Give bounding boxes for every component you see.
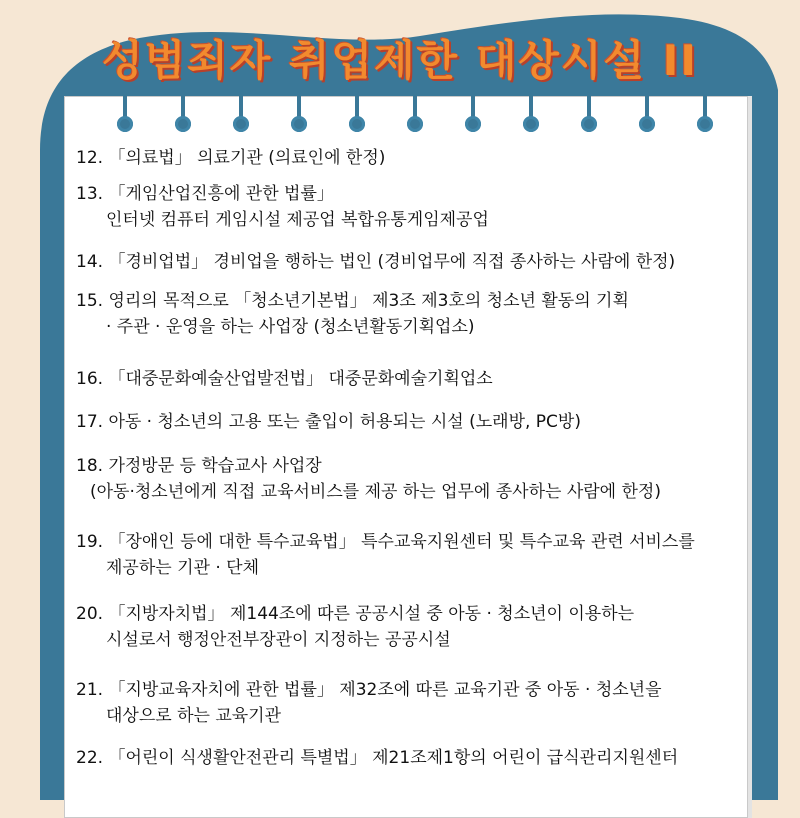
- list-item: [76, 145, 736, 171]
- list-item: [76, 181, 736, 233]
- list-item: [76, 745, 736, 771]
- binder-ring: [349, 96, 365, 136]
- page-title: 성범죄자 취업제한 대상시설 II: [102, 36, 698, 85]
- item-text: 15. 영리의 목적으로 「청소년기본법」 제3조 제3호의 청소년 활동의 기획: [76, 291, 629, 311]
- item-text-continued: 시설로서 행정안전부장관이 지정하는 공공시설: [106, 630, 451, 650]
- item-text-continued: 대상으로 하는 교육기관: [106, 706, 282, 726]
- list-item: [76, 366, 736, 392]
- binder-ring: [117, 96, 133, 136]
- list-item: [76, 409, 736, 435]
- list-item: [76, 677, 736, 729]
- binder-rings: [64, 96, 746, 136]
- list-item: [76, 601, 736, 653]
- item-text: 19. 「장애인 등에 대한 특수교육법」 특수교육지원센터 및 특수교육 관련 서비스를: [76, 532, 695, 552]
- item-text: 16. 「대중문화예술산업발전법」 대중문화예술기획업소: [76, 369, 493, 389]
- list-item: [76, 288, 736, 340]
- item-text: 18. 가정방문 등 학습교사 사업장: [76, 456, 322, 476]
- binder-ring: [639, 96, 655, 136]
- binder-ring: [581, 96, 597, 136]
- list-item: [76, 453, 736, 505]
- item-text: 14. 「경비업법」 경비업을 행하는 법인 (경비업무에 직접 종사하는 사람에 한정): [76, 252, 676, 272]
- item-text: 13. 「게임산업진흥에 관한 법률」: [76, 184, 334, 204]
- item-text: 21. 「지방교육자치에 관한 법률」 제32조에 따른 교육기관 중 아동 · 청소년을: [76, 680, 662, 700]
- binder-ring: [697, 96, 713, 136]
- item-text: 20. 「지방자치법」 제144조에 따른 공공시설 중 아동 · 청소년이 이용하는: [76, 604, 635, 624]
- item-text: 12. 「의료법」 의료기관 (의료인에 한정): [76, 148, 386, 168]
- item-text-continued: (아동·청소년에게 직접 교육서비스를 제공 하는 업무에 종사하는 사람에 한정): [90, 482, 661, 502]
- binder-ring: [465, 96, 481, 136]
- binder-ring: [233, 96, 249, 136]
- item-text: 17. 아동 · 청소년의 고용 또는 출입이 허용되는 시설 (노래방, PC방): [76, 412, 581, 432]
- list-item: [76, 529, 736, 581]
- binder-ring: [407, 96, 423, 136]
- list-item: [76, 249, 736, 275]
- binder-ring: [523, 96, 539, 136]
- item-text-continued: · 주관 · 운영을 하는 사업장 (청소년활동기획업소): [106, 317, 475, 337]
- item-text: 22. 「어린이 식생활안전관리 특별법」 제21조제1항의 어린이 급식관리지원센터: [76, 748, 679, 768]
- binder-ring: [291, 96, 307, 136]
- item-text-continued: 인터넷 컴퓨터 게임시설 제공업 복합유통게임제공업: [106, 210, 489, 230]
- binder-ring: [175, 96, 191, 136]
- item-text-continued: 제공하는 기관 · 단체: [106, 558, 259, 578]
